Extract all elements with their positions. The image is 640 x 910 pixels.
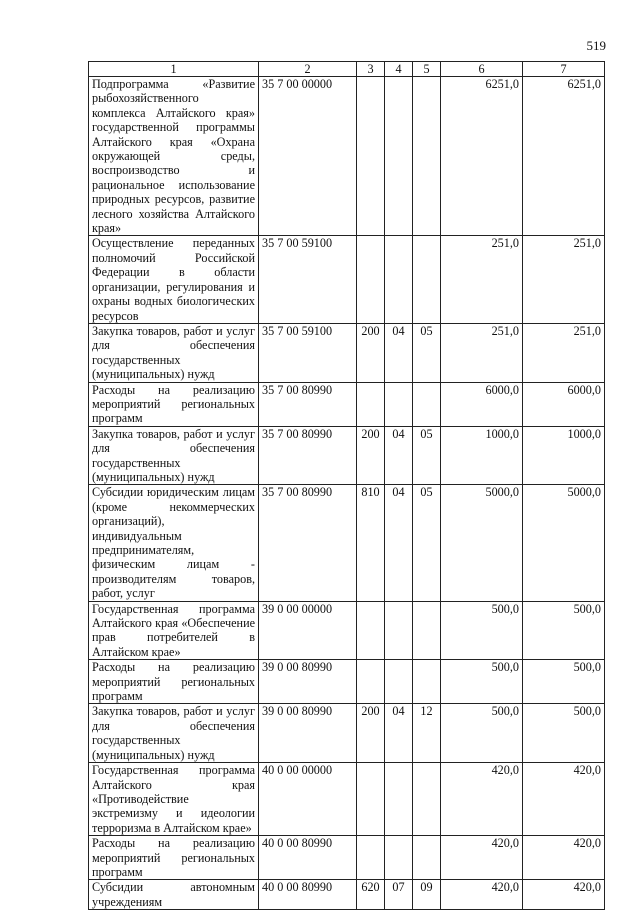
amount-year2-cell: 1000,0 [523,426,605,485]
row-name-cell: Расходы на реализацию мероприятий региональных программ [89,660,259,704]
amount-year1-cell: 420,0 [441,880,523,910]
amount-year1-cell: 420,0 [441,836,523,880]
amount-year2-cell: 5000,0 [523,485,605,601]
amount-year2-cell: 6251,0 [523,77,605,236]
target-article-code-cell: 39 0 00 80990 [259,704,357,763]
target-article-code-cell: 39 0 00 00000 [259,601,357,660]
table-row [89,426,605,485]
section-cell [385,836,413,880]
subsection-cell: 12 [413,704,441,763]
target-article-code-cell: 35 7 00 59100 [259,323,357,382]
section-cell: 04 [385,704,413,763]
page-number: 519 [586,38,606,53]
row-name-cell: Осуществление переданных полномочий Российской Федерации в области организации, регулирования и охраны водных биологических ресурсов [89,236,259,323]
amount-year1-cell: 6000,0 [441,382,523,426]
amount-year1-cell: 251,0 [441,236,523,323]
amount-year2-cell: 500,0 [523,601,605,660]
amount-year1-cell: 420,0 [441,763,523,836]
target-article-code-cell: 40 0 00 80990 [259,836,357,880]
expense-type-cell: 200 [357,323,385,382]
table-row [89,880,605,910]
subsection-cell [413,601,441,660]
amount-year2-cell: 420,0 [523,836,605,880]
subsection-cell: 05 [413,485,441,601]
row-name-cell: Расходы на реализацию мероприятий региональных программ [89,382,259,426]
column-header-6: 6 [441,62,523,77]
amount-year1-cell: 1000,0 [441,426,523,485]
amount-year1-cell: 251,0 [441,323,523,382]
section-cell [385,601,413,660]
table-row [89,77,605,236]
target-article-code-cell: 35 7 00 80990 [259,382,357,426]
target-article-code-cell: 35 7 00 59100 [259,236,357,323]
expense-type-cell: 810 [357,485,385,601]
section-cell: 04 [385,485,413,601]
table-row [89,763,605,836]
expense-type-cell [357,660,385,704]
column-header-7: 7 [523,62,605,77]
subsection-cell: 05 [413,426,441,485]
row-name-cell: Государственная программа Алтайского края «Обеспечение прав потребителей в Алтайском крае» [89,601,259,660]
amount-year2-cell: 420,0 [523,880,605,910]
row-name-cell: Закупка товаров, работ и услуг для обеспечения государственных (муниципальных) нужд [89,323,259,382]
section-cell: 07 [385,880,413,910]
subsection-cell [413,660,441,704]
section-cell: 04 [385,426,413,485]
expense-type-cell [357,77,385,236]
expense-type-cell [357,236,385,323]
column-header-3: 3 [357,62,385,77]
target-article-code-cell: 35 7 00 80990 [259,426,357,485]
subsection-cell [413,763,441,836]
table-row [89,836,605,880]
row-name-cell: Субсидии автономным учреждениям [89,880,259,910]
amount-year2-cell: 6000,0 [523,382,605,426]
amount-year1-cell: 6251,0 [441,77,523,236]
subsection-cell [413,836,441,880]
section-cell: 04 [385,323,413,382]
subsection-cell [413,382,441,426]
amount-year1-cell: 5000,0 [441,485,523,601]
column-header-5: 5 [413,62,441,77]
amount-year2-cell: 251,0 [523,236,605,323]
expense-type-cell [357,601,385,660]
table-header-row [89,62,605,77]
target-article-code-cell: 39 0 00 80990 [259,660,357,704]
section-cell [385,660,413,704]
amount-year2-cell: 500,0 [523,704,605,763]
row-name-cell: Подпрограмма «Развитие рыбохозяйственного комплекса Алтайского края» государственной программы Алтайского края «Охрана окружающей среды, воспроизводство и рациональное использование природных ресурсов, развитие лесного хозяйства Алтайского края» [89,77,259,236]
subsection-cell: 05 [413,323,441,382]
target-article-code-cell: 35 7 00 00000 [259,77,357,236]
row-name-cell: Закупка товаров, работ и услуг для обеспечения государственных (муниципальных) нужд [89,704,259,763]
table-row [89,236,605,323]
column-header-4: 4 [385,62,413,77]
expense-type-cell [357,836,385,880]
section-cell [385,382,413,426]
expense-type-cell: 200 [357,704,385,763]
target-article-code-cell: 40 0 00 80990 [259,880,357,910]
table-row [89,323,605,382]
table-row [89,704,605,763]
table-row [89,601,605,660]
row-name-cell: Государственная программа Алтайского края «Противодействие экстремизму и идеологии терроризма в Алтайском крае» [89,763,259,836]
amount-year2-cell: 420,0 [523,763,605,836]
target-article-code-cell: 35 7 00 80990 [259,485,357,601]
budget-table [88,61,605,910]
row-name-cell: Расходы на реализацию мероприятий региональных программ [89,836,259,880]
expense-type-cell: 200 [357,426,385,485]
amount-year2-cell: 500,0 [523,660,605,704]
expense-type-cell [357,382,385,426]
subsection-cell: 09 [413,880,441,910]
row-name-cell: Закупка товаров, работ и услуг для обеспечения государственных (муниципальных) нужд [89,426,259,485]
expense-type-cell [357,763,385,836]
table-body [89,77,605,910]
table-row [89,485,605,601]
column-header-1: 1 [89,62,259,77]
section-cell [385,77,413,236]
table-row [89,660,605,704]
section-cell [385,236,413,323]
amount-year1-cell: 500,0 [441,601,523,660]
amount-year1-cell: 500,0 [441,660,523,704]
table-row [89,382,605,426]
column-header-2: 2 [259,62,357,77]
amount-year2-cell: 251,0 [523,323,605,382]
amount-year1-cell: 500,0 [441,704,523,763]
expense-type-cell: 620 [357,880,385,910]
row-name-cell: Субсидии юридическим лицам (кроме некоммерческих организаций), индивидуальным предпринимателям, физическим лицам - производителям товаров, работ, услуг [89,485,259,601]
section-cell [385,763,413,836]
subsection-cell [413,236,441,323]
subsection-cell [413,77,441,236]
target-article-code-cell: 40 0 00 00000 [259,763,357,836]
